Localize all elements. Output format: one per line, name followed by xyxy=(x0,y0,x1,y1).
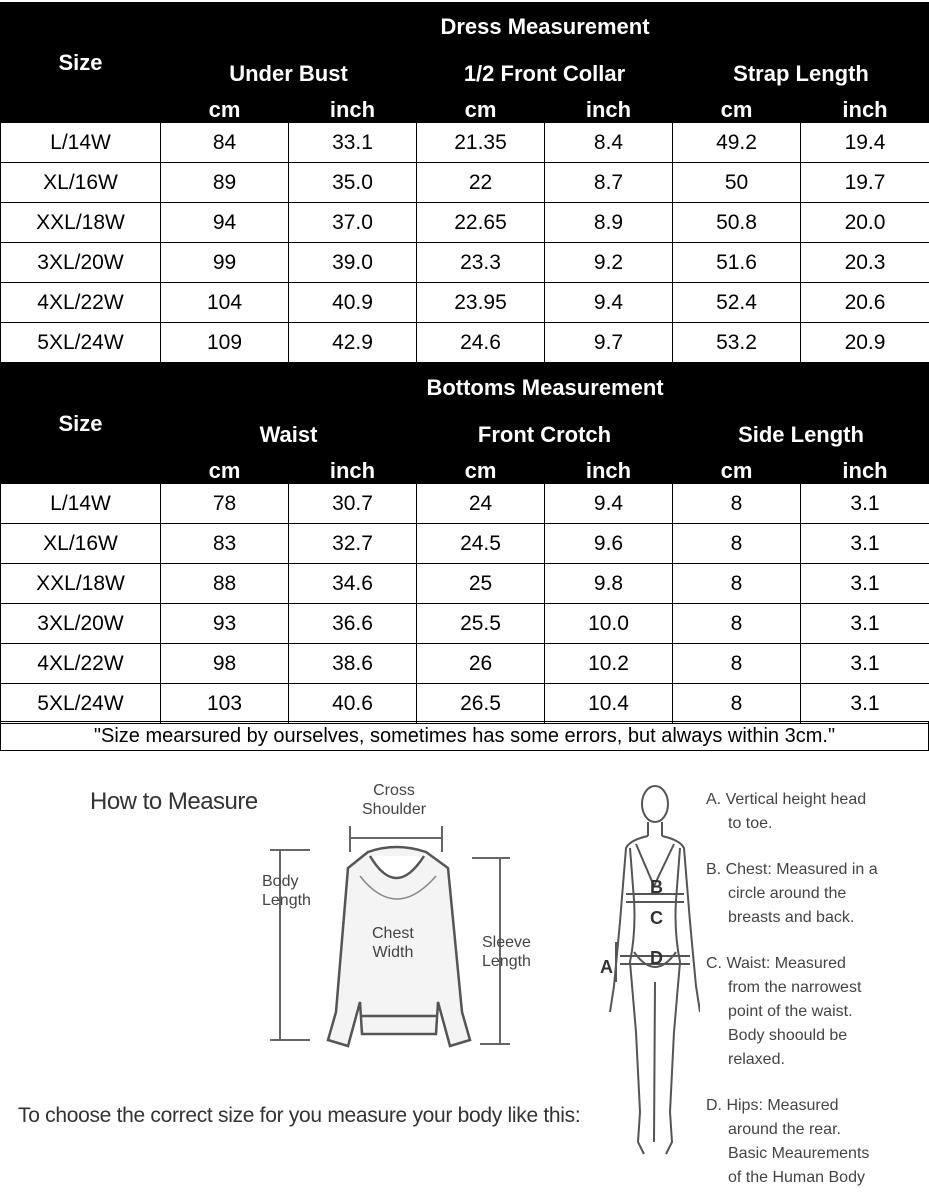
human-body-diagram-icon xyxy=(590,782,700,1197)
table-title: Bottoms Measurement xyxy=(161,364,929,412)
measurement-cell: 8 xyxy=(673,484,801,524)
table-row xyxy=(1,484,929,524)
measurement-cell: 99 xyxy=(161,243,289,283)
size-cell: XL/16W xyxy=(1,163,161,203)
measurement-cell: 39.0 xyxy=(289,243,417,283)
table-row xyxy=(1,644,929,684)
unit-header: inch xyxy=(801,458,929,484)
measurement-cell: 24.5 xyxy=(417,524,545,564)
marker-d: D xyxy=(650,948,663,968)
measurement-cell: 23.95 xyxy=(417,283,545,323)
measurement-cell: 23.3 xyxy=(417,243,545,283)
note-line: breasts and back. xyxy=(728,909,855,926)
measurement-cell: 98 xyxy=(161,644,289,684)
table-row xyxy=(1,123,929,163)
how-to-measure-title: How to Measure xyxy=(90,788,258,815)
marker-b: B xyxy=(650,877,663,897)
size-cell: 4XL/22W xyxy=(1,283,161,323)
table-row xyxy=(1,243,929,283)
measurement-cell: 25.5 xyxy=(417,604,545,644)
note-heading: C. Waist: Measured xyxy=(706,955,846,972)
table-title: Dress Measurement xyxy=(161,3,929,51)
measurement-cell: 26 xyxy=(417,644,545,684)
size-cell: XL/16W xyxy=(1,524,161,564)
measurement-cell: 49.2 xyxy=(673,123,801,163)
unit-header: cm xyxy=(673,97,801,123)
column-group-header: Front Crotch xyxy=(417,412,673,458)
measurement-cell: 20.9 xyxy=(801,323,929,363)
measurement-cell: 10.2 xyxy=(545,644,673,684)
measurement-cell: 103 xyxy=(161,684,289,724)
note-heading: A. Vertical height head xyxy=(706,791,867,808)
size-cell: L/14W xyxy=(1,484,161,524)
unit-header: cm xyxy=(161,458,289,484)
measurement-cell: 104 xyxy=(161,283,289,323)
marker-c: C xyxy=(650,908,663,928)
measurement-cell: 9.8 xyxy=(545,564,673,604)
column-group-header: Under Bust xyxy=(161,51,417,97)
measurement-cell: 24.6 xyxy=(417,323,545,363)
note-line: circle around the xyxy=(728,885,847,902)
column-group-header: Waist xyxy=(161,412,417,458)
measurement-cell: 50 xyxy=(673,163,801,203)
measurement-cell: 22 xyxy=(417,163,545,203)
table-row xyxy=(1,684,929,724)
body-measurement-notes xyxy=(706,788,926,1200)
measurement-cell: 8.7 xyxy=(545,163,673,203)
measurement-cell: 35.0 xyxy=(289,163,417,203)
body-length-label: Body Length xyxy=(262,873,311,909)
measurement-cell: 34.6 xyxy=(289,564,417,604)
note-heading: D. Hips: Measured xyxy=(706,1097,839,1114)
measurement-note xyxy=(706,788,926,836)
measurement-note xyxy=(706,952,926,1072)
measurement-cell: 38.6 xyxy=(289,644,417,684)
size-cell: 3XL/20W xyxy=(1,243,161,283)
measurement-cell: 88 xyxy=(161,564,289,604)
measurement-cell: 26.5 xyxy=(417,684,545,724)
table-row xyxy=(1,604,929,644)
measurement-note xyxy=(706,858,926,930)
table-row xyxy=(1,564,929,604)
measurement-cell: 24 xyxy=(417,484,545,524)
note-line: to toe. xyxy=(728,815,773,832)
note-line: of the Human Body xyxy=(728,1169,865,1186)
measurement-cell: 109 xyxy=(161,323,289,363)
measurement-cell: 20.0 xyxy=(801,203,929,243)
table-row xyxy=(1,283,929,323)
unit-header: inch xyxy=(289,458,417,484)
note-line: Body shoould be xyxy=(728,1027,848,1044)
dress-measurement-table xyxy=(0,2,929,363)
column-group-header: Side Length xyxy=(673,412,929,458)
measurement-cell: 3.1 xyxy=(801,564,929,604)
measurement-cell: 10.0 xyxy=(545,604,673,644)
how-to-measure-section xyxy=(0,752,929,1200)
measurement-cell: 9.4 xyxy=(545,283,673,323)
measurement-cell: 20.6 xyxy=(801,283,929,323)
measurement-cell: 8 xyxy=(673,524,801,564)
table-row xyxy=(1,524,929,564)
measurement-cell: 25 xyxy=(417,564,545,604)
measurement-cell: 22.65 xyxy=(417,203,545,243)
measurement-cell: 8 xyxy=(673,684,801,724)
size-header: Size xyxy=(1,364,161,484)
note-heading: B. Chest: Measured in a xyxy=(706,861,878,878)
measurement-cell: 19.4 xyxy=(801,123,929,163)
measurement-cell: 9.4 xyxy=(545,484,673,524)
measurement-cell: 9.6 xyxy=(545,524,673,564)
size-cell: 5XL/24W xyxy=(1,323,161,363)
note-line: point of the waist. xyxy=(728,1003,853,1020)
measurement-cell: 32.7 xyxy=(289,524,417,564)
measurement-cell: 3.1 xyxy=(801,644,929,684)
column-group-header: 1/2 Front Collar xyxy=(417,51,673,97)
measurement-cell: 42.9 xyxy=(289,323,417,363)
unit-header: cm xyxy=(673,458,801,484)
column-group-header: Strap Length xyxy=(673,51,929,97)
measurement-cell: 9.7 xyxy=(545,323,673,363)
measurement-cell: 36.6 xyxy=(289,604,417,644)
choose-size-instructions: To choose the correct size for you measure your body like this: xyxy=(18,1104,581,1127)
measurement-cell: 3.1 xyxy=(801,484,929,524)
unit-header: cm xyxy=(417,97,545,123)
note-line: around the rear. xyxy=(728,1121,841,1138)
size-cell: XXL/18W xyxy=(1,564,161,604)
measurement-cell: 8 xyxy=(673,604,801,644)
size-cell: L/14W xyxy=(1,123,161,163)
measurement-cell: 3.1 xyxy=(801,604,929,644)
table-row xyxy=(1,323,929,363)
sleeve-length-label: Sleeve Length xyxy=(482,934,531,970)
measurement-cell: 19.7 xyxy=(801,163,929,203)
measurement-cell: 53.2 xyxy=(673,323,801,363)
measurement-cell: 21.35 xyxy=(417,123,545,163)
measurement-cell: 8 xyxy=(673,564,801,604)
measurement-cell: 8.4 xyxy=(545,123,673,163)
measurement-cell: 89 xyxy=(161,163,289,203)
measurement-note xyxy=(706,1094,926,1190)
note-line: relaxed. xyxy=(728,1051,785,1068)
unit-header: inch xyxy=(545,97,673,123)
unit-header: cm xyxy=(417,458,545,484)
size-cell: 4XL/22W xyxy=(1,644,161,684)
measurement-cell: 78 xyxy=(161,484,289,524)
measurement-cell: 83 xyxy=(161,524,289,564)
measurement-cell: 50.8 xyxy=(673,203,801,243)
unit-header: inch xyxy=(545,458,673,484)
size-cell: XXL/18W xyxy=(1,203,161,243)
measurement-cell: 3.1 xyxy=(801,524,929,564)
note-line: from the narrowest xyxy=(728,979,862,996)
measurement-disclaimer: "Size mearsured by ourselves, sometimes has some errors, but always within 3cm." xyxy=(0,721,929,751)
measurement-cell: 40.6 xyxy=(289,684,417,724)
note-line: Basic Meaurements xyxy=(728,1145,870,1162)
size-cell: 3XL/20W xyxy=(1,604,161,644)
measurement-cell: 51.6 xyxy=(673,243,801,283)
measurement-cell: 30.7 xyxy=(289,484,417,524)
unit-header: cm xyxy=(161,97,289,123)
measurement-cell: 3.1 xyxy=(801,684,929,724)
size-header: Size xyxy=(1,3,161,123)
measurement-cell: 37.0 xyxy=(289,203,417,243)
table-row xyxy=(1,163,929,203)
measurement-cell: 10.4 xyxy=(545,684,673,724)
size-cell: 5XL/24W xyxy=(1,684,161,724)
measurement-cell: 8 xyxy=(673,644,801,684)
marker-a: A xyxy=(600,957,613,977)
measurement-cell: 94 xyxy=(161,203,289,243)
table-row xyxy=(1,203,929,243)
unit-header: inch xyxy=(289,97,417,123)
measurement-cell: 84 xyxy=(161,123,289,163)
chest-width-label: Chest Width xyxy=(372,925,414,961)
measurement-cell: 40.9 xyxy=(289,283,417,323)
measurement-cell: 52.4 xyxy=(673,283,801,323)
measurement-cell: 20.3 xyxy=(801,243,929,283)
measurement-cell: 8.9 xyxy=(545,203,673,243)
cross-shoulder-label: Cross Shoulder xyxy=(362,782,427,818)
measurement-cell: 33.1 xyxy=(289,123,417,163)
measurement-cell: 9.2 xyxy=(545,243,673,283)
unit-header: inch xyxy=(801,97,929,123)
measurement-cell: 93 xyxy=(161,604,289,644)
bottoms-measurement-table xyxy=(0,363,929,724)
